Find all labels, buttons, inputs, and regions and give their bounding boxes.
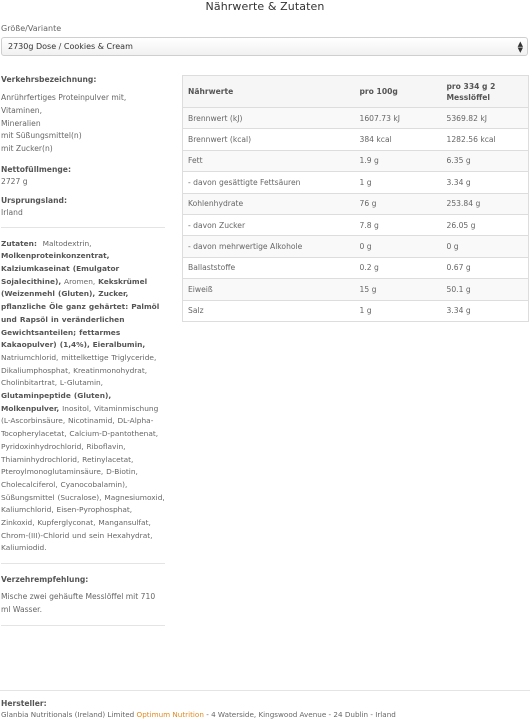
value-per-serving: 26.05 g <box>442 214 529 235</box>
table-row <box>183 108 529 129</box>
value-per-100g: 76 g <box>355 193 442 214</box>
table-row <box>183 172 529 193</box>
nutrient-name: - davon gesättigte Fettsäuren <box>183 172 355 193</box>
table-row <box>183 279 529 300</box>
ingredient-segment: Kekskrümel (Weizenmehl (Gluten), Zucker, pflanzliche Öle ganz gehärtet: Palmöl und Rapsöl in veränderlichen Gewichtsanteilen; fettarmes Kakaopulver) (1,4%), <box>1 276 160 350</box>
variant-label: Größe/Variante <box>1 24 62 33</box>
table-row <box>183 193 529 214</box>
value-per-100g: 1 g <box>355 300 442 321</box>
table-row <box>183 236 529 257</box>
nutrient-name: - davon mehrwertige Alkohole <box>183 236 355 257</box>
net-quantity-value: 2727 g <box>1 176 28 186</box>
ingredient-segment: Natriumchlorid, mittelkettige Triglyceride, Dikaliumphosphat, Kreatinmonohydrat, Cholinbitartrat, L-Glutamin, <box>1 352 157 388</box>
value-per-100g: 0 g <box>355 236 442 257</box>
nutrient-name: - davon Zucker <box>183 214 355 235</box>
nutrition-table <box>182 75 529 322</box>
ingredient-segment: Maltodextrin, <box>42 238 92 248</box>
usage-heading: Verzehrempfehlung: <box>1 575 89 585</box>
column-header: Nährwerte <box>183 76 355 108</box>
value-per-serving: 5369.82 kJ <box>442 108 529 129</box>
value-per-serving: 6.35 g <box>442 150 529 171</box>
nutrient-name: Eiweiß <box>183 279 355 300</box>
ingredient-segment: Aromen, <box>64 276 96 286</box>
value-per-100g: 7.8 g <box>355 214 442 235</box>
table-row <box>183 129 529 150</box>
nutrient-name: Brennwert (kcal) <box>183 129 355 150</box>
page-title: Nährwerte & Zutaten <box>205 0 325 13</box>
net-quantity-heading: Nettofüllmenge: <box>1 164 71 174</box>
value-per-100g: 1.9 g <box>355 150 442 171</box>
usage-text: Mische zwei gehäufte Messlöffel mit 710 ml Wasser. <box>1 592 156 614</box>
manufacturer-heading: Hersteller: <box>1 699 47 708</box>
ingredient-segment: Eieralbumin, <box>92 340 146 350</box>
value-per-serving: 3.34 g <box>442 300 529 321</box>
divider <box>1 227 165 228</box>
value-per-100g: 15 g <box>355 279 442 300</box>
nutrition-header-row <box>183 76 529 108</box>
value-per-100g: 1 g <box>355 172 442 193</box>
value-per-serving: 3.34 g <box>442 172 529 193</box>
brand-link[interactable]: Optimum Nutrition <box>136 710 204 719</box>
select-arrows-icon: ▲ ▼ <box>517 40 523 54</box>
origin-value: Irland <box>1 207 23 217</box>
divider <box>1 625 165 626</box>
value-per-serving: 0.67 g <box>442 257 529 278</box>
table-row <box>183 214 529 235</box>
nutrient-name: Kohlenhydrate <box>183 193 355 214</box>
value-per-100g: 384 kcal <box>355 129 442 150</box>
value-per-serving: 0 g <box>442 236 529 257</box>
designation-line: Mineralien <box>1 118 41 128</box>
ingredients-label: Zutaten: <box>1 238 37 248</box>
designation-line: mit Süßungsmittel(n) <box>1 131 82 141</box>
ingredient-segment: Inositol, Vitaminmischung (L-Ascorbinsäure, Nicotinamid, DL-Alpha-Tocopherylacetat, Calcium-D-pantothenat, Pyridoxinhydrochlorid, Riboflavin, Thiaminhydrochlorid, Retinylacetat, Pteroylmonoglutaminsäure, D-Biotin, Cholecalciferol, Cyanocobalamin), Süßungsmittel (Sucralose), Magnesiumoxid, Kaliumchlorid, Eisen-Pyrophosphat, Zinkoxid, Kupferglyconat, Mangansulfat, Chrom-(III)-Chlorid und sein Hexahydrat, Kaliumiodid. <box>1 403 165 553</box>
nutrient-name: Fett <box>183 150 355 171</box>
variant-selected-value: 2730g Dose / Cookies & Cream <box>8 42 133 51</box>
value-per-100g: 1607.73 kJ <box>355 108 442 129</box>
divider <box>1 563 165 564</box>
manufacturer-company: Glanbia Nutritionals (Ireland) Limited <box>1 710 135 719</box>
designation-line: Anrührfertiges Proteinpulver mit, Vitaminen, <box>1 93 127 115</box>
designation-line: mit Zucker(n) <box>1 144 53 154</box>
ingredient-segment: Glutaminpeptide (Gluten), Molkenpulver, <box>1 391 112 413</box>
value-per-serving: 50.1 g <box>442 279 529 300</box>
table-row <box>183 150 529 171</box>
origin-heading: Ursprungsland: <box>1 195 67 205</box>
variant-select[interactable] <box>1 37 528 56</box>
nutrient-name: Brennwert (kJ) <box>183 108 355 129</box>
divider <box>0 690 530 691</box>
column-header: pro 100g <box>355 76 442 108</box>
column-header: pro 334 g 2 Messlöffel <box>442 76 529 108</box>
nutrient-name: Ballaststoffe <box>183 257 355 278</box>
manufacturer-address: - 4 Waterside, Kingswood Avenue - 24 Dublin - Irland <box>206 710 396 719</box>
table-row <box>183 257 529 278</box>
ingredient-segment: Molkenproteinkonzentrat, <box>1 251 110 261</box>
designation-heading: Verkehrsbezeichnung: <box>1 75 97 84</box>
value-per-100g: 0.2 g <box>355 257 442 278</box>
ingredients-text <box>1 238 165 556</box>
nutrient-name: Salz <box>183 300 355 321</box>
value-per-serving: 1282.56 kcal <box>442 129 529 150</box>
ingredient-segment: Kalziumkaseinat (Emulgator Sojalecithine), <box>1 263 120 286</box>
manufacturer-info <box>1 710 396 719</box>
table-row <box>183 300 529 321</box>
product-details <box>1 74 165 626</box>
value-per-serving: 253.84 g <box>442 193 529 214</box>
